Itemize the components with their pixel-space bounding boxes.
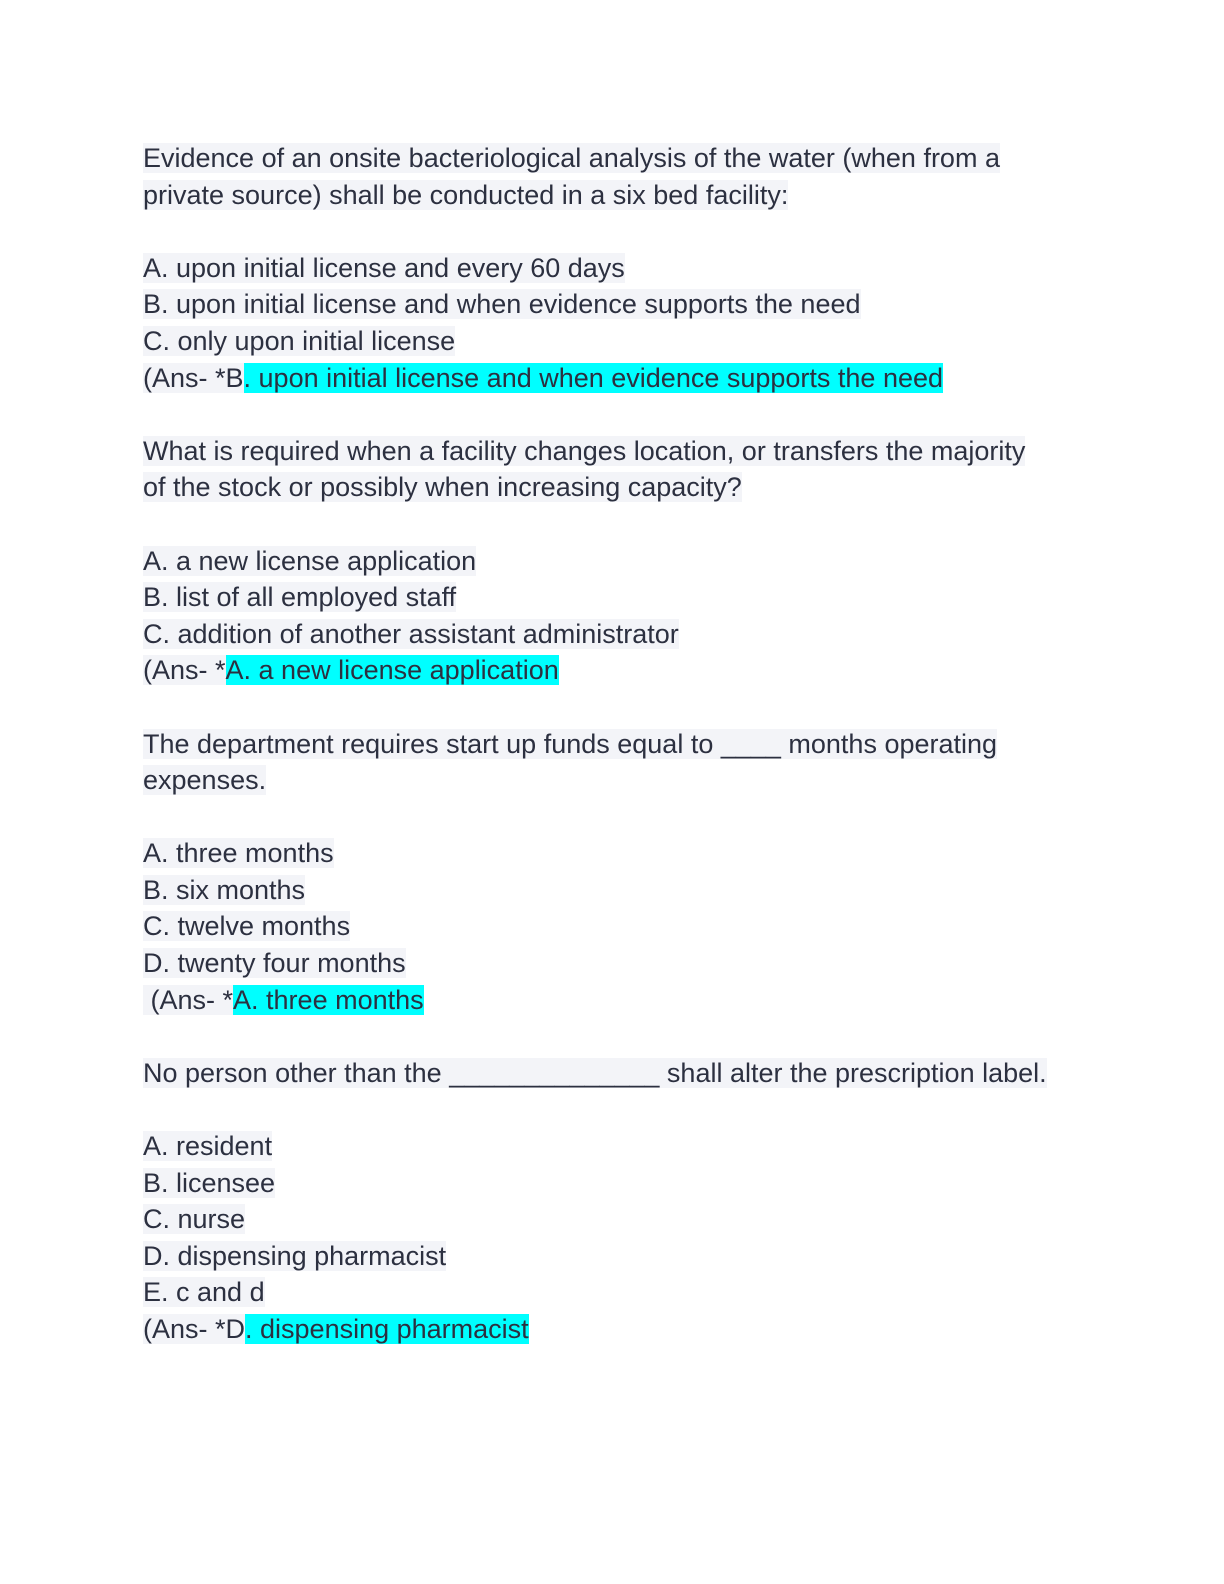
question-stem-line [143,726,1103,763]
question-2 [143,433,1103,689]
option-a: A. a new license application [143,545,477,576]
blank-line [143,396,1103,433]
answer-line [143,1311,1103,1348]
option-c: C. only upon initial license [143,325,456,356]
question-1 [143,140,1103,396]
option-b: B. list of all employed staff [143,582,457,613]
answer-line [143,652,1103,689]
option-a: A. upon initial license and every 60 days [143,252,625,283]
question-stem-text: The department requires start up funds equal to ____ months operating [143,728,998,759]
answer-line [143,360,1103,397]
option-e: E. c and d [143,1277,265,1308]
question-stem-line [143,177,1103,214]
option-b: B. upon initial license and when evidence supports the need [143,289,861,320]
option-c: C. twelve months [143,911,351,942]
question-stem-line [143,140,1103,177]
option-c: C. addition of another assistant administrator [143,618,679,649]
blank-line [143,506,1103,543]
document-page [143,140,1103,1348]
blank-line [143,1018,1103,1055]
question-stem-line [143,1055,1103,1092]
answer-highlight: . upon initial license and when evidence supports the need [243,362,944,393]
answer-highlight: A. three months [233,984,424,1015]
option-d: D. dispensing pharmacist [143,1240,447,1271]
answer-prefix: (Ans- * [143,984,234,1015]
option-a: A. resident [143,1131,273,1162]
answer-prefix: (Ans- *B [143,362,244,393]
blank-line [143,689,1103,726]
option-b: B. six months [143,874,306,905]
question-stem-text: What is required when a facility changes location, or transfers the majority [143,435,1026,466]
answer-prefix: (Ans- *D [143,1314,246,1344]
question-4 [143,1055,1103,1348]
question-stem-text: Evidence of an onsite bacteriological analysis of the water (when from a [143,143,1000,173]
option-c: C. nurse [143,1204,246,1235]
question-stem-text: expenses. [143,765,267,796]
answer-line [143,982,1103,1019]
option-a: A. three months [143,838,334,869]
answer-prefix: (Ans- * [143,655,226,686]
option-d: D. twenty four months [143,948,406,979]
option-b: B. licensee [143,1167,276,1198]
question-stem-text: No person other than the ______________ shall alter the prescription label. [143,1057,1047,1088]
question-3 [143,726,1103,1019]
answer-highlight: . dispensing pharmacist [245,1314,529,1344]
question-stem-line [143,469,1103,506]
question-stem-line [143,762,1103,799]
blank-line [143,1091,1103,1128]
question-stem-text: of the stock or possibly when increasing capacity? [143,472,742,503]
blank-line [143,213,1103,250]
blank-line [143,799,1103,836]
question-stem-text: private source) shall be conducted in a six bed facility: [143,179,789,210]
question-stem-line [143,433,1103,470]
answer-highlight: A. a new license application [225,655,559,686]
